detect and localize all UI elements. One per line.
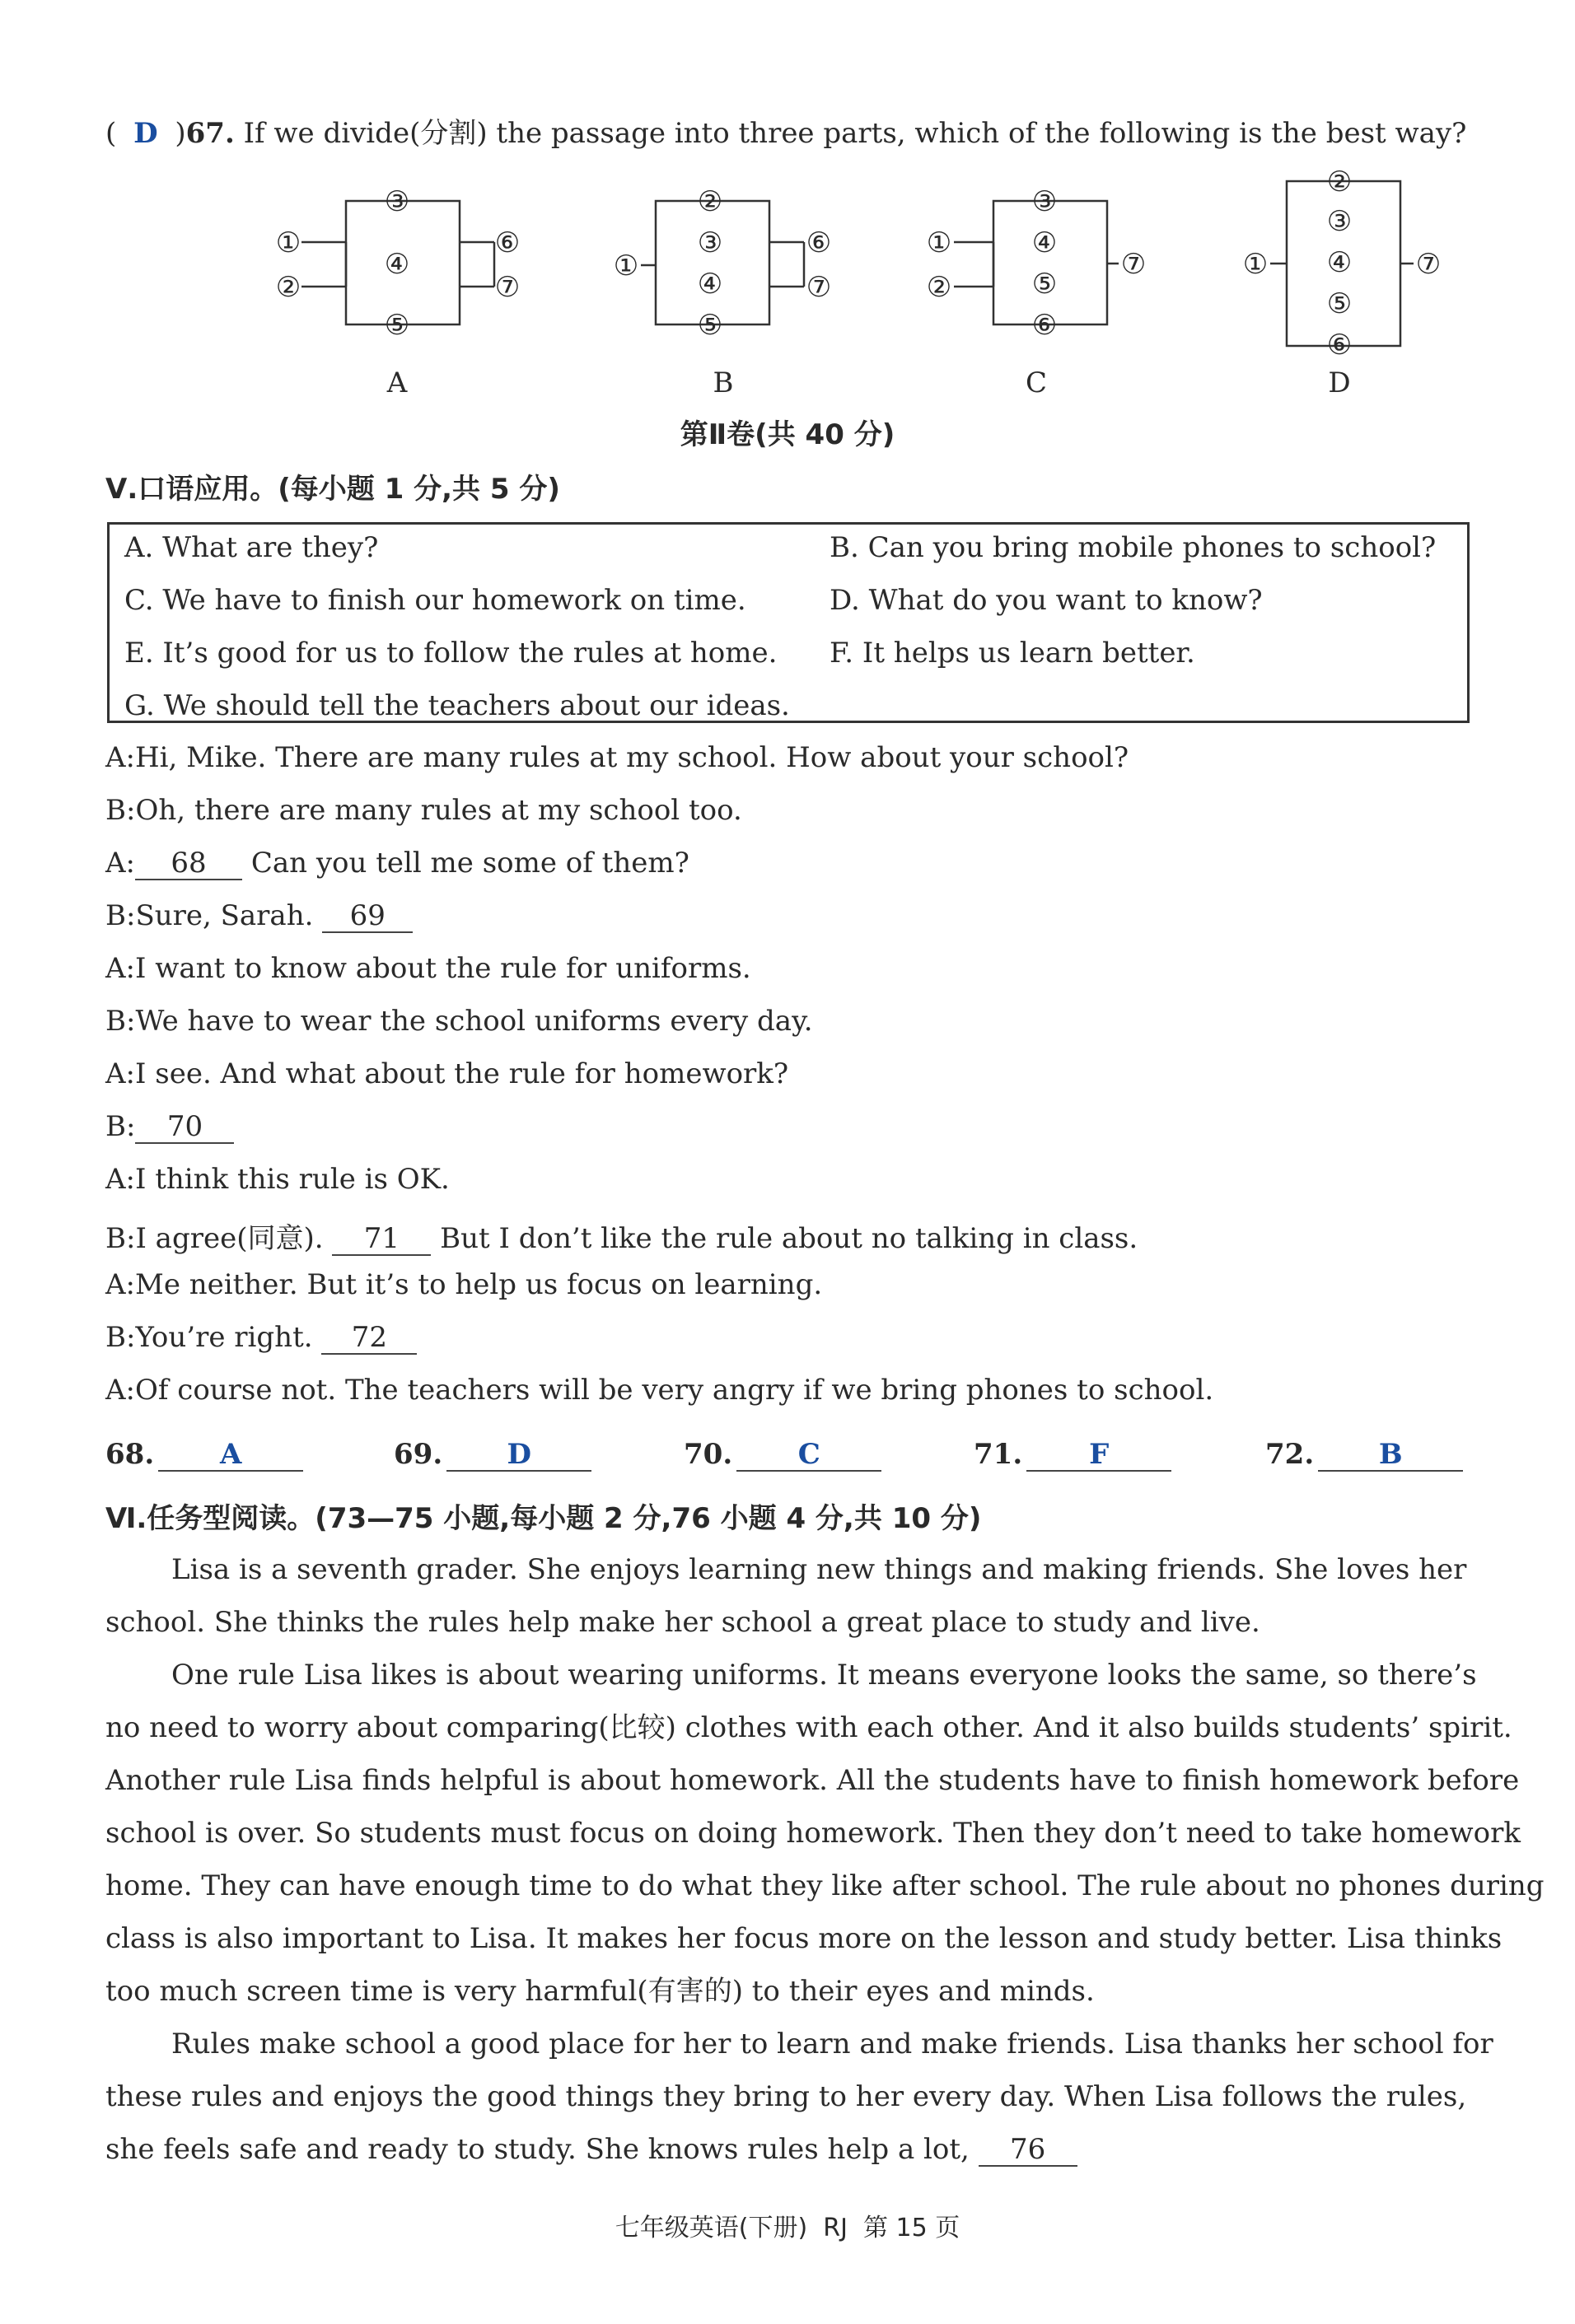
dialogue	[105, 741, 1473, 1426]
blank-70: 70	[135, 1112, 234, 1144]
label-d: D	[1328, 366, 1351, 399]
answer-70: 70. C	[684, 1438, 881, 1472]
option-e: E. It’s good for us to follow the rules at home.	[124, 637, 778, 670]
passage-line: no need to worry about comparing(比较) clothes with each other. And it also builds students’ spirit.	[105, 1711, 1512, 1744]
section5-title: Ⅴ.口语应用。(每小题 1 分,共 5 分)	[105, 473, 560, 506]
blank-71: 71	[332, 1224, 431, 1256]
page-footer: 七年级英语(下册) RJ 第 15 页	[615, 2214, 960, 2242]
blank-68: 68	[135, 848, 242, 880]
d-c1: ①	[1242, 248, 1269, 281]
dialogue-line: A:Of course not. The teachers will be very angry if we bring phones to school.	[105, 1374, 1214, 1407]
q67-diagram-svg	[0, 165, 1575, 412]
dialogue-line: B:We have to wear the school uniforms every day.	[105, 1005, 813, 1038]
d-c5: ⑤	[1326, 287, 1353, 320]
a-c6: ⑥	[494, 226, 521, 259]
blank-76: 76	[979, 2135, 1077, 2167]
option-a: A. What are they?	[124, 531, 379, 564]
passage-line: One rule Lisa likes is about wearing uniforms. It means everyone looks the same, so there’s	[171, 1659, 1477, 1692]
dialogue-line: A:I want to know about the rule for uniforms.	[105, 952, 751, 985]
options-box	[107, 522, 1470, 723]
passage-line: Lisa is a seventh grader. She enjoys learning new things and making friends. She loves her	[171, 1553, 1467, 1586]
b-c3: ③	[697, 226, 723, 259]
label-a: A	[386, 366, 408, 399]
label-b: B	[713, 366, 734, 399]
passage-line: home. They can have enough time to do what they like after school. The rule about no phones during	[105, 1869, 1545, 1902]
c-c5: ⑤	[1031, 268, 1058, 301]
c-c4: ④	[1031, 226, 1058, 259]
a-c4: ④	[384, 248, 410, 281]
a-c7: ⑦	[494, 271, 521, 304]
dialogue-line: A:Hi, Mike. There are many rules at my school. How about your school?	[105, 741, 1129, 774]
dialogue-line: B:I agree(同意). 71 But I don’t like the rule about no talking in class.	[105, 1222, 1138, 1255]
option-c: C. We have to finish our homework on time.	[124, 584, 746, 617]
option-d: D. What do you want to know?	[830, 584, 1263, 617]
c-c1: ①	[926, 226, 952, 259]
label-c: C	[1025, 366, 1048, 399]
q67-text: If we divide(分割) the passage into three parts, which of the following is the best way?	[243, 117, 1467, 150]
dialogue-line: A:I think this rule is OK.	[105, 1163, 450, 1196]
option-b: B. Can you bring mobile phones to school?	[830, 531, 1437, 564]
dialogue-line: A: 68 Can you tell me some of them?	[105, 847, 689, 880]
c-c6: ⑥	[1031, 309, 1058, 342]
dialogue-line: B:Oh, there are many rules at my school too.	[105, 794, 742, 827]
answers-row	[105, 1438, 1473, 1479]
d-c6: ⑥	[1326, 329, 1353, 362]
answer-69: 69. D	[394, 1438, 591, 1472]
dialogue-line: A:I see. And what about the rule for homework?	[105, 1057, 789, 1090]
q67-number: 67.	[185, 117, 235, 150]
dialogue-line: B: 70	[105, 1110, 1473, 1163]
passage	[105, 1543, 1545, 2176]
passage-line: Another rule Lisa finds helpful is about homework. All the students have to finish homework before	[105, 1764, 1520, 1797]
passage-line: class is also important to Lisa. It makes her focus more on the lesson and study better. Lisa thinks	[105, 1922, 1503, 1955]
q67-line: ( D )67. If we divide(分割) the passage into three parts, which of the following is the best way?	[105, 117, 1467, 150]
b-c6: ⑥	[806, 226, 832, 259]
c-c7: ⑦	[1120, 248, 1147, 281]
option-g: G. We should tell the teachers about our ideas.	[124, 689, 790, 722]
passage-line: too much screen time is very harmful(有害的) to their eyes and minds.	[105, 1975, 1095, 2008]
a-c2: ②	[275, 271, 301, 304]
blank-72: 72	[321, 1323, 417, 1355]
dialogue-line: B:Sure, Sarah. 69	[105, 899, 1473, 952]
b-c4: ④	[697, 268, 723, 301]
part2-title: 第Ⅱ卷(共 40 分)	[680, 418, 895, 451]
passage-line: she feels safe and ready to study. She knows rules help a lot, 76	[105, 2123, 1473, 2176]
b-c5: ⑤	[697, 309, 723, 342]
passage-line: these rules and enjoys the good things they bring to her every day. When Lisa follows the rules,	[105, 2080, 1467, 2113]
d-c7: ⑦	[1415, 248, 1442, 281]
a-c3: ③	[384, 185, 410, 218]
passage-line: school. She thinks the rules help make her school a great place to study and live.	[105, 1606, 1260, 1639]
answer-72: 72. B	[1265, 1438, 1463, 1472]
c-c3: ③	[1031, 185, 1058, 218]
answer-68: 68. A	[105, 1438, 303, 1472]
a-c5: ⑤	[384, 309, 410, 342]
d-c2: ②	[1326, 166, 1353, 198]
dialogue-line: A:Me neither. But it’s to help us focus on learning.	[105, 1268, 823, 1301]
option-f: F. It helps us learn better.	[830, 637, 1195, 670]
a-c1: ①	[275, 226, 301, 259]
section6-title: Ⅵ.任务型阅读。(73—75 小题,每小题 2 分,76 小题 4 分,共 10 分)	[105, 1502, 982, 1535]
b-c1: ①	[613, 250, 639, 282]
d-c3: ③	[1326, 205, 1353, 238]
passage-line: Rules make school a good place for her to learn and make friends. Lisa thanks her school for	[171, 2028, 1493, 2060]
dialogue-line: B:You’re right. 72	[105, 1321, 1473, 1374]
passage-line: school is over. So students must focus on doing homework. Then they don’t need to take homework	[105, 1817, 1521, 1850]
answer-71: 71. F	[974, 1438, 1171, 1472]
b-c7: ⑦	[806, 271, 832, 304]
q67-answer: D	[133, 117, 158, 150]
d-c4: ④	[1326, 246, 1353, 279]
blank-69: 69	[322, 901, 413, 933]
b-c2: ②	[697, 185, 723, 218]
q67-diagrams	[0, 165, 1575, 412]
c-c2: ②	[926, 271, 952, 304]
